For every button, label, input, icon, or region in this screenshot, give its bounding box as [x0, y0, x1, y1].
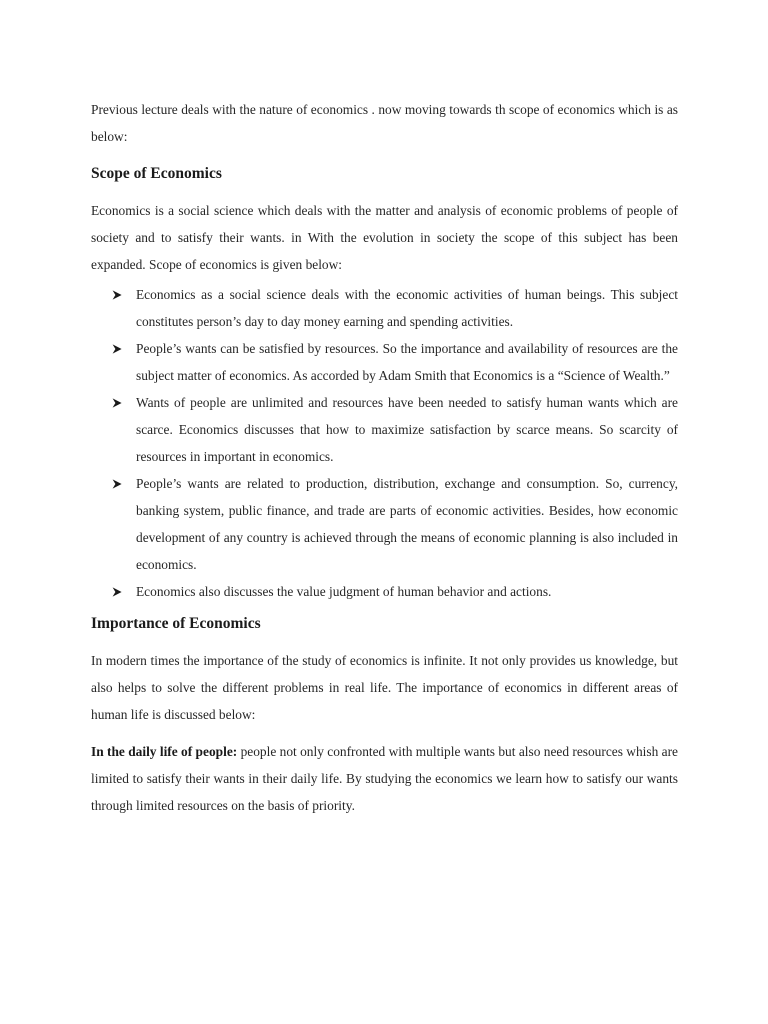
list-item [91, 470, 678, 578]
bullet-text: People’s wants can be satisfied by resources. So the importance and availability of resources are the subject matter of economics. As accorded by Adam Smith that Economics is a “Science of Wealth.” [136, 341, 678, 383]
scope-heading: Scope of Economics [91, 165, 222, 182]
importance-paragraph: In modern times the importance of the study of economics is infinite. It not only provides us knowledge, but also helps to solve the different problems in real life. The importance of economics in different areas of human life is discussed below: [91, 653, 678, 722]
arrowhead-bullet-icon [112, 389, 126, 416]
scope-paragraph: Economics is a social science which deals with the matter and analysis of economic problems of people of society and to satisfy their wants. in With the evolution in society the scope of this subject has been expanded. Scope of economics is given below: [91, 203, 678, 272]
arrowhead-bullet-icon [112, 281, 126, 308]
arrowhead-bullet-icon [112, 470, 126, 497]
bullet-text: Economics as a social science deals with the economic activities of human beings. This subject constitutes person’s day to day money earning and spending activities. [136, 287, 678, 329]
bullet-text: Wants of people are unlimited and resources have been needed to satisfy human wants which are scarce. Economics discusses that how to maximize satisfaction by scarce means. So scarcity of resources in important in economics. [136, 395, 678, 464]
arrowhead-bullet-icon [112, 335, 126, 362]
daily-life-text: people not only confronted with multiple wants but also need resources whish are limited to satisfy their wants in their daily life. By studying the economics we learn how to satisfy our wants through limited resources on the basis of priority. [91, 744, 678, 813]
list-item [91, 281, 678, 335]
daily-life-paragraph [91, 738, 678, 819]
daily-life-lead: In the daily life of people: [91, 744, 238, 759]
bullet-text: People’s wants are related to production, distribution, exchange and consumption. So, currency, banking system, public finance, and trade are parts of economic activities. Besides, how economic development of any country is achieved through the means of economic planning is also included in economics. [136, 476, 678, 572]
list-item [91, 578, 678, 605]
scope-bullet-list [91, 281, 678, 605]
importance-heading: Importance of Economics [91, 615, 261, 632]
list-item [91, 389, 678, 470]
intro-paragraph: Previous lecture deals with the nature of economics . now moving towards th scope of economics which is as below: [91, 102, 678, 144]
bullet-text: Economics also discusses the value judgment of human behavior and actions. [136, 584, 552, 599]
list-item [91, 335, 678, 389]
arrowhead-bullet-icon [112, 578, 126, 605]
document-page [91, 96, 678, 819]
